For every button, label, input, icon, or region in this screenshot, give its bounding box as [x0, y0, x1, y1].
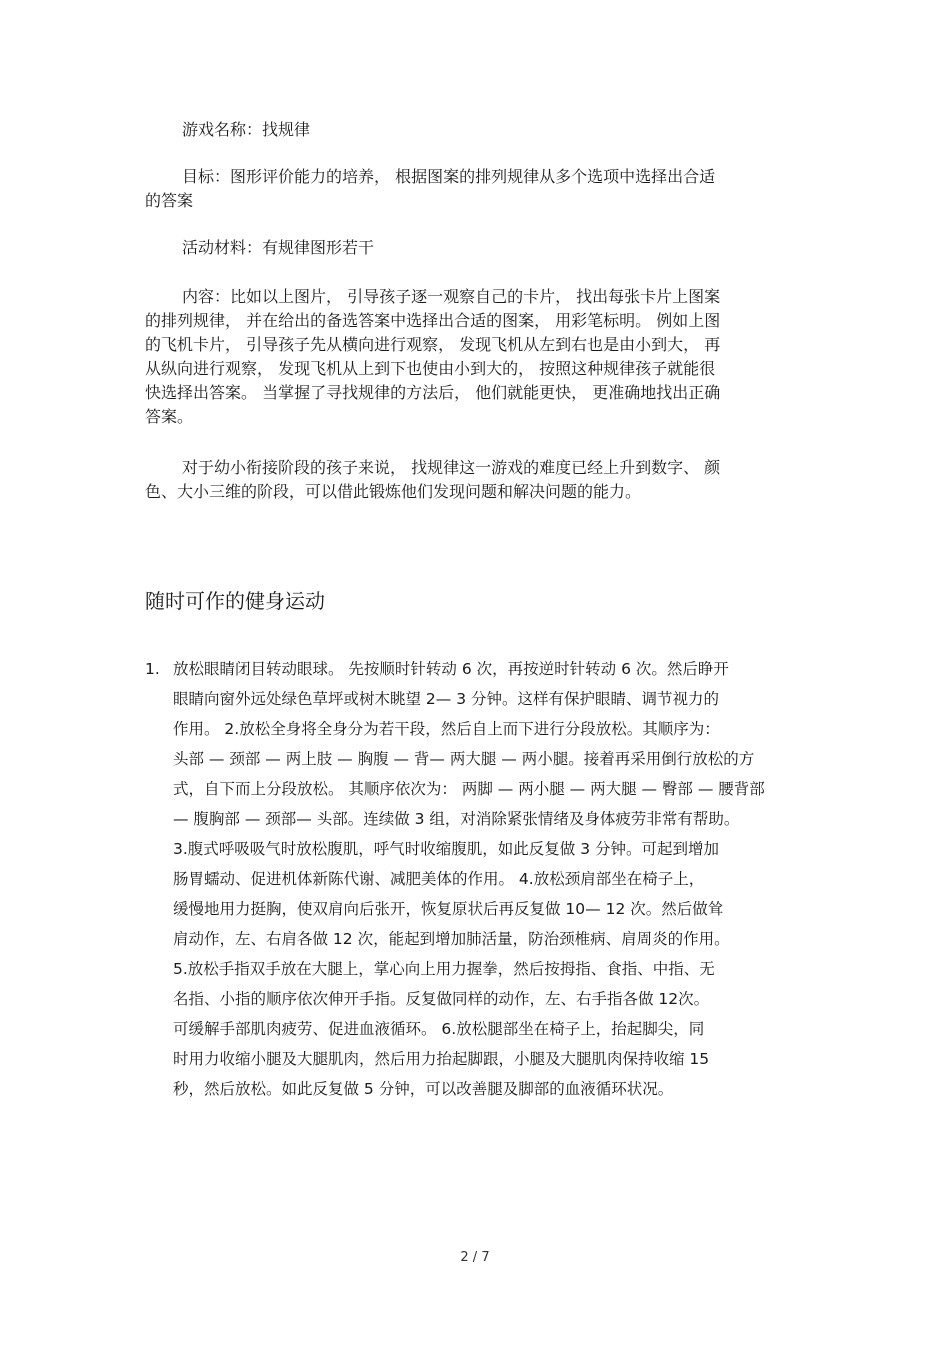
- list-item-line: — 腹胸部 — 颈部— 头部。连续做 3 组，对消除紧张情绪及身体疲劳非常有帮助。: [173, 810, 740, 828]
- list-item-line: 肩动作，左、右肩各做 12 次，能起到增加肺活量，防治颈椎病、肩周炎的作用。: [173, 930, 730, 948]
- summary-line: 对于幼小衔接阶段的孩子来说， 找规律这一游戏的难度已经上升到数字、 颜: [182, 458, 721, 477]
- list-item-line: 时用力收缩小腿及大腿肌肉，然后用力抬起脚跟，小腿及大腿肌肉保持收缩 15: [173, 1050, 710, 1068]
- page-number: 2 / 7: [460, 1250, 490, 1265]
- list-item-line: 式，自下而上分段放松。 其顺序依次为： 两脚 — 两小腿 — 两大腿 — 臀部 — 腰背部: [173, 780, 765, 798]
- content-line: 的飞机卡片， 引导孩子先从横向进行观察， 发现飞机从左到右也是由小到大， 再: [145, 335, 721, 354]
- list-item-line: 放松眼睛闭目转动眼球。 先按顺时针转动 6 次，再按逆时针转动 6 次。然后睁开: [173, 660, 729, 678]
- game-summary-paragraph: [145, 456, 805, 504]
- list-item-line: 秒，然后放松。如此反复做 5 分钟，可以改善腿及脚部的血液循环状况。: [173, 1080, 674, 1098]
- list-item-line: 肠胃蠕动、促进机体新陈代谢、减肥美体的作用。 4.放松颈肩部坐在椅子上，: [173, 870, 705, 888]
- list-item-number: 1.: [145, 660, 160, 678]
- game-goal-paragraph: [145, 165, 805, 213]
- goal-line: 的答案: [145, 191, 194, 210]
- materials-line: 活动材料：有规律图形若干: [182, 238, 375, 257]
- game-name-paragraph: [145, 118, 805, 142]
- content-line: 内容：比如以上图片， 引导孩子逐一观察自己的卡片， 找出每张卡片上图案: [182, 287, 721, 306]
- content-line: 的排列规律， 并在给出的备选答案中选择出合适的图案， 用彩笔标明。 例如上图: [145, 311, 721, 330]
- summary-line: 色、大小三维的阶段，可以借此锻炼他们发现问题和解决问题的能力。: [145, 482, 642, 501]
- list-item-line: 5.放松手指双手放在大腿上，掌心向上用力握拳，然后按拇指、食指、中指、无: [173, 960, 715, 978]
- list-item-line: 可缓解手部肌肉疲劳、促进血液循环。 6.放松腿部坐在椅子上，抬起脚尖，同: [173, 1020, 705, 1038]
- list-item-body: [173, 654, 765, 1104]
- list-item-line: 眼睛向窗外远处绿色草坪或树木眺望 2— 3 分钟。这样有保护眼睛、调节视力的: [173, 690, 720, 708]
- content-line: 快选择出答案。 当掌握了寻找规律的方法后， 他们就能更快， 更准确地找出正确: [145, 383, 721, 402]
- game-content-paragraph: [145, 285, 805, 429]
- game-name-line: 游戏名称：找规律: [182, 120, 311, 139]
- list-item-line: 名指、小指的顺序依次伸开手指。反复做同样的动作，左、右手指各做 12次。: [173, 990, 710, 1008]
- content-line: 从纵向进行观察， 发现飞机从上到下也使由小到大的， 按照这种规律孩子就能很: [145, 359, 716, 378]
- game-materials-paragraph: [145, 236, 805, 260]
- section-heading: 随时可作的健身运动: [145, 589, 325, 613]
- list-item-line: 头部 — 颈部 — 两上肢 — 胸腹 — 背— 两大腿 — 两小腿。接着再采用倒行放松的方: [173, 750, 755, 768]
- content-line: 答案。: [145, 407, 194, 426]
- goal-line: 目标：图形评价能力的培养， 根据图案的排列规律从多个选项中选择出合适: [182, 167, 716, 186]
- list-item-line: 缓慢地用力挺胸，使双肩向后张开，恢复原状后再反复做 10— 12 次。然后做耸: [173, 900, 724, 918]
- list-item-line: 3.腹式呼吸吸气时放松腹肌，呼气时收缩腹肌，如此反复做 3 分钟。可起到增加: [173, 840, 720, 858]
- list-item-line: 作用。 2.放松全身将全身分为若干段，然后自上而下进行分段放松。其顺序为：: [173, 720, 720, 738]
